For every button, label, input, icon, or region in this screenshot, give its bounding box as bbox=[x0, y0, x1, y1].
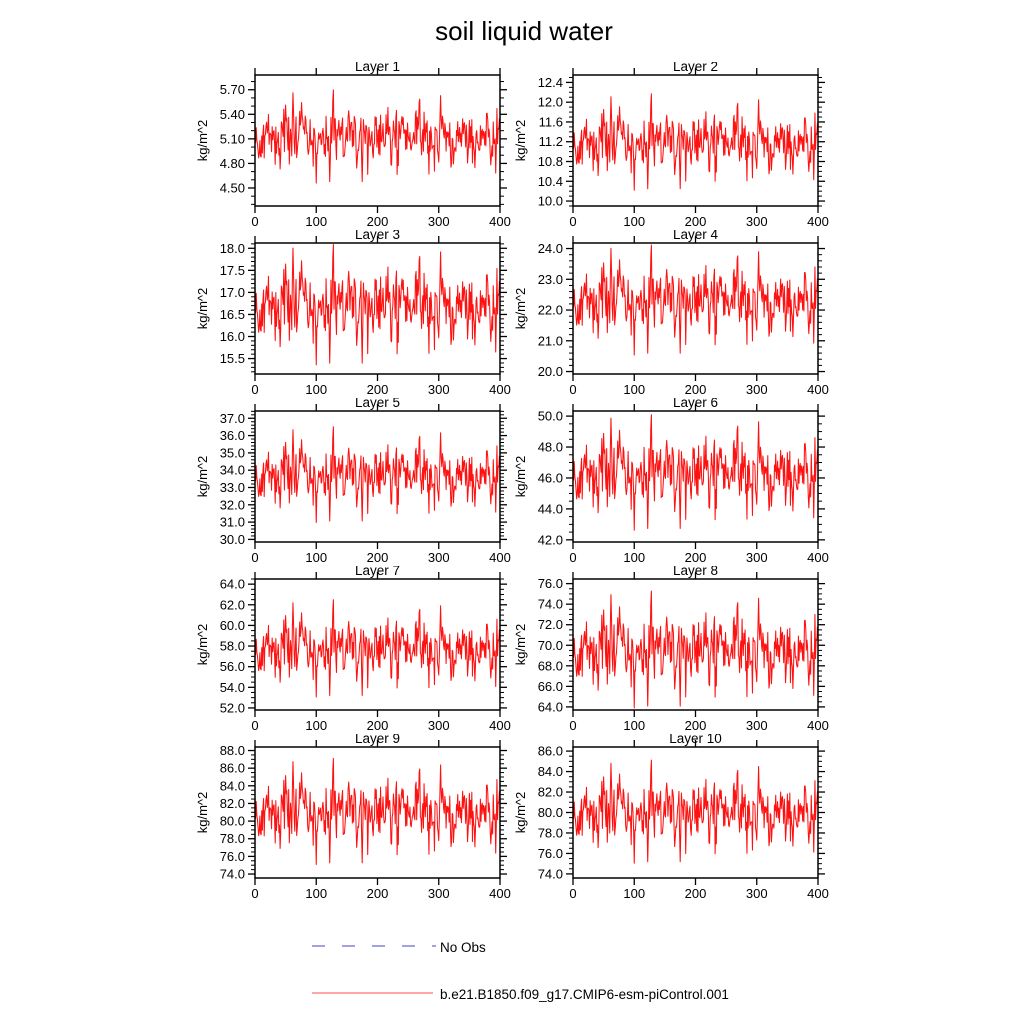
y-tick-label: 42.0 bbox=[537, 532, 563, 548]
subplot-title: Layer 1 bbox=[354, 62, 401, 74]
y-tick-label: 12.4 bbox=[537, 74, 563, 90]
y-tick-label: 54.0 bbox=[219, 679, 245, 695]
x-tick-label: 300 bbox=[745, 550, 768, 565]
y-tick-label: 35.0 bbox=[219, 445, 245, 461]
x-tick-label: 400 bbox=[807, 214, 829, 229]
y-tick-label: 44.0 bbox=[537, 501, 563, 517]
x-tick-label: 0 bbox=[569, 550, 577, 565]
y-axis-label: kg/m^2 bbox=[513, 119, 528, 162]
x-tick-label: 300 bbox=[427, 382, 450, 397]
x-tick-label: 200 bbox=[366, 886, 389, 901]
y-tick-label: 84.0 bbox=[537, 764, 563, 780]
y-tick-label: 84.0 bbox=[219, 778, 245, 794]
y-tick-label: 5.40 bbox=[219, 106, 245, 122]
timeseries-line bbox=[573, 591, 817, 708]
x-tick-label: 100 bbox=[623, 550, 646, 565]
y-tick-label: 20.0 bbox=[537, 364, 563, 380]
x-tick-label: 300 bbox=[745, 886, 768, 901]
x-tick-label: 200 bbox=[366, 214, 389, 229]
y-tick-label: 32.0 bbox=[219, 497, 245, 513]
y-tick-label: 82.0 bbox=[537, 784, 563, 800]
y-tick-label: 70.0 bbox=[537, 637, 563, 653]
y-tick-label: 46.0 bbox=[537, 470, 563, 486]
x-tick-label: 0 bbox=[569, 886, 577, 901]
y-tick-label: 4.50 bbox=[219, 180, 245, 196]
x-tick-label: 200 bbox=[684, 214, 707, 229]
y-tick-label: 50.0 bbox=[537, 408, 563, 424]
y-tick-label: 5.70 bbox=[219, 82, 245, 98]
x-tick-label: 200 bbox=[684, 550, 707, 565]
subplot-layer-6 bbox=[508, 398, 838, 566]
y-axis-label: kg/m^2 bbox=[513, 623, 528, 666]
y-axis-label: kg/m^2 bbox=[513, 455, 528, 498]
y-tick-label: 17.5 bbox=[219, 262, 245, 278]
x-tick-label: 100 bbox=[623, 718, 646, 733]
x-tick-label: 300 bbox=[745, 718, 768, 733]
y-tick-label: 74.0 bbox=[537, 866, 563, 882]
x-tick-label: 400 bbox=[489, 550, 511, 565]
timeseries-line bbox=[255, 90, 499, 183]
y-tick-label: 10.8 bbox=[537, 154, 563, 170]
y-tick-label: 74.0 bbox=[219, 866, 245, 882]
x-tick-label: 0 bbox=[251, 382, 259, 397]
subplot-layer-7 bbox=[190, 566, 520, 734]
y-tick-label: 56.0 bbox=[219, 659, 245, 675]
subplot-title: Layer 2 bbox=[672, 62, 719, 74]
x-tick-label: 400 bbox=[807, 550, 829, 565]
y-tick-label: 21.0 bbox=[537, 333, 563, 349]
y-axis-label: kg/m^2 bbox=[513, 287, 528, 330]
x-tick-label: 300 bbox=[427, 550, 450, 565]
y-tick-label: 88.0 bbox=[219, 743, 245, 759]
y-tick-label: 74.0 bbox=[537, 596, 563, 612]
y-tick-label: 24.0 bbox=[537, 241, 563, 257]
subplot-title: Layer 4 bbox=[672, 230, 719, 242]
y-axis-label: kg/m^2 bbox=[195, 791, 210, 834]
subplot-layer-9 bbox=[190, 734, 520, 902]
y-tick-label: 30.0 bbox=[219, 531, 245, 547]
subplot-layer-10 bbox=[508, 734, 838, 902]
y-tick-label: 23.0 bbox=[537, 271, 563, 287]
timeseries-line bbox=[255, 245, 499, 365]
subplot-title: Layer 8 bbox=[672, 566, 719, 578]
y-axis-label: kg/m^2 bbox=[513, 791, 528, 834]
subplot-title: Layer 3 bbox=[354, 230, 401, 242]
y-tick-label: 18.0 bbox=[219, 240, 245, 256]
subplot-layer-8 bbox=[508, 566, 838, 734]
legend-no-obs-label: No Obs bbox=[440, 940, 486, 955]
y-tick-label: 76.0 bbox=[537, 576, 563, 592]
timeseries-line bbox=[255, 600, 499, 697]
timeseries-line bbox=[573, 245, 817, 355]
timeseries-line bbox=[573, 94, 817, 190]
x-tick-label: 0 bbox=[569, 382, 577, 397]
y-tick-label: 33.0 bbox=[219, 479, 245, 495]
y-tick-label: 10.4 bbox=[537, 173, 563, 189]
x-tick-label: 300 bbox=[427, 718, 450, 733]
legend-case-solid-line bbox=[312, 989, 438, 997]
subplot-title: Layer 7 bbox=[354, 566, 401, 578]
figure-title: soil liquid water bbox=[435, 16, 613, 46]
x-tick-label: 300 bbox=[427, 886, 450, 901]
y-tick-label: 37.0 bbox=[219, 410, 245, 426]
subplot-title: Layer 10 bbox=[669, 734, 722, 746]
timeseries-line bbox=[255, 758, 499, 864]
y-tick-label: 60.0 bbox=[219, 617, 245, 633]
y-tick-label: 5.10 bbox=[219, 131, 245, 147]
y-tick-label: 86.0 bbox=[537, 743, 563, 759]
subplot-layer-4 bbox=[508, 230, 838, 398]
x-tick-label: 300 bbox=[745, 382, 768, 397]
y-tick-label: 36.0 bbox=[219, 428, 245, 444]
y-tick-label: 4.80 bbox=[219, 155, 245, 171]
x-tick-label: 200 bbox=[366, 550, 389, 565]
subplot-title: Layer 5 bbox=[354, 398, 401, 410]
y-tick-label: 15.5 bbox=[219, 351, 245, 367]
y-axis-label: kg/m^2 bbox=[195, 623, 210, 666]
x-tick-label: 200 bbox=[684, 718, 707, 733]
legend-case-label: b.e21.B1850.f09_g17.CMIP6-esm-piControl.001 bbox=[440, 987, 729, 1002]
x-tick-label: 0 bbox=[569, 214, 577, 229]
timeseries-line bbox=[255, 427, 499, 523]
x-tick-label: 100 bbox=[623, 382, 646, 397]
y-tick-label: 68.0 bbox=[537, 658, 563, 674]
y-tick-label: 34.0 bbox=[219, 462, 245, 478]
x-tick-label: 0 bbox=[251, 214, 259, 229]
y-tick-label: 72.0 bbox=[537, 617, 563, 633]
timeseries-line bbox=[573, 760, 817, 863]
x-tick-label: 0 bbox=[569, 718, 577, 733]
x-tick-label: 0 bbox=[251, 550, 259, 565]
y-tick-label: 64.0 bbox=[219, 576, 245, 592]
x-tick-label: 100 bbox=[623, 886, 646, 901]
subplot-layer-1 bbox=[190, 62, 520, 230]
x-tick-label: 100 bbox=[623, 214, 646, 229]
y-tick-label: 62.0 bbox=[219, 597, 245, 613]
y-axis-label: kg/m^2 bbox=[195, 119, 210, 162]
y-tick-label: 76.0 bbox=[219, 848, 245, 864]
y-tick-label: 66.0 bbox=[537, 678, 563, 694]
y-tick-label: 64.0 bbox=[537, 699, 563, 715]
x-tick-label: 300 bbox=[427, 214, 450, 229]
y-axis-label: kg/m^2 bbox=[195, 287, 210, 330]
x-tick-label: 400 bbox=[489, 886, 511, 901]
y-tick-label: 11.2 bbox=[538, 134, 563, 150]
x-tick-label: 400 bbox=[489, 214, 511, 229]
x-tick-label: 100 bbox=[305, 382, 328, 397]
x-tick-label: 0 bbox=[251, 718, 259, 733]
legend-no-obs-dashed-line bbox=[312, 942, 438, 950]
x-tick-label: 200 bbox=[366, 718, 389, 733]
y-tick-label: 82.0 bbox=[219, 795, 245, 811]
x-tick-label: 400 bbox=[489, 718, 511, 733]
subplot-title: Layer 9 bbox=[354, 734, 401, 746]
y-tick-label: 80.0 bbox=[537, 805, 563, 820]
y-tick-label: 78.0 bbox=[537, 825, 563, 841]
x-tick-label: 400 bbox=[807, 382, 829, 397]
y-axis-label: kg/m^2 bbox=[195, 455, 210, 498]
y-tick-label: 10.0 bbox=[537, 193, 563, 209]
x-tick-label: 100 bbox=[305, 214, 328, 229]
y-tick-label: 16.0 bbox=[219, 329, 245, 345]
x-tick-label: 200 bbox=[366, 382, 389, 397]
subplot-layer-5 bbox=[190, 398, 520, 566]
x-tick-label: 0 bbox=[251, 886, 259, 901]
x-tick-label: 400 bbox=[807, 718, 829, 733]
y-tick-label: 76.0 bbox=[537, 845, 563, 861]
y-tick-label: 80.0 bbox=[219, 813, 245, 829]
subplot-layer-2 bbox=[508, 62, 838, 230]
y-tick-label: 31.0 bbox=[219, 514, 245, 530]
timeseries-line bbox=[573, 415, 817, 531]
y-tick-label: 52.0 bbox=[219, 700, 245, 716]
subplot-title: Layer 6 bbox=[672, 398, 719, 410]
x-tick-label: 100 bbox=[305, 550, 328, 565]
subplot-layer-3 bbox=[190, 230, 520, 398]
x-tick-label: 200 bbox=[684, 886, 707, 901]
x-tick-label: 100 bbox=[305, 886, 328, 901]
y-tick-label: 12.0 bbox=[537, 94, 563, 110]
y-tick-label: 11.6 bbox=[538, 114, 563, 130]
y-tick-label: 17.0 bbox=[219, 284, 245, 300]
y-tick-label: 78.0 bbox=[219, 831, 245, 847]
x-tick-label: 200 bbox=[684, 382, 707, 397]
x-tick-label: 400 bbox=[489, 382, 511, 397]
y-tick-label: 16.5 bbox=[219, 306, 245, 322]
x-tick-label: 400 bbox=[807, 886, 829, 901]
x-tick-label: 100 bbox=[305, 718, 328, 733]
y-tick-label: 86.0 bbox=[219, 760, 245, 776]
x-tick-label: 300 bbox=[745, 214, 768, 229]
y-tick-label: 58.0 bbox=[219, 638, 245, 654]
y-tick-label: 48.0 bbox=[537, 439, 563, 455]
y-tick-label: 22.0 bbox=[537, 302, 563, 318]
